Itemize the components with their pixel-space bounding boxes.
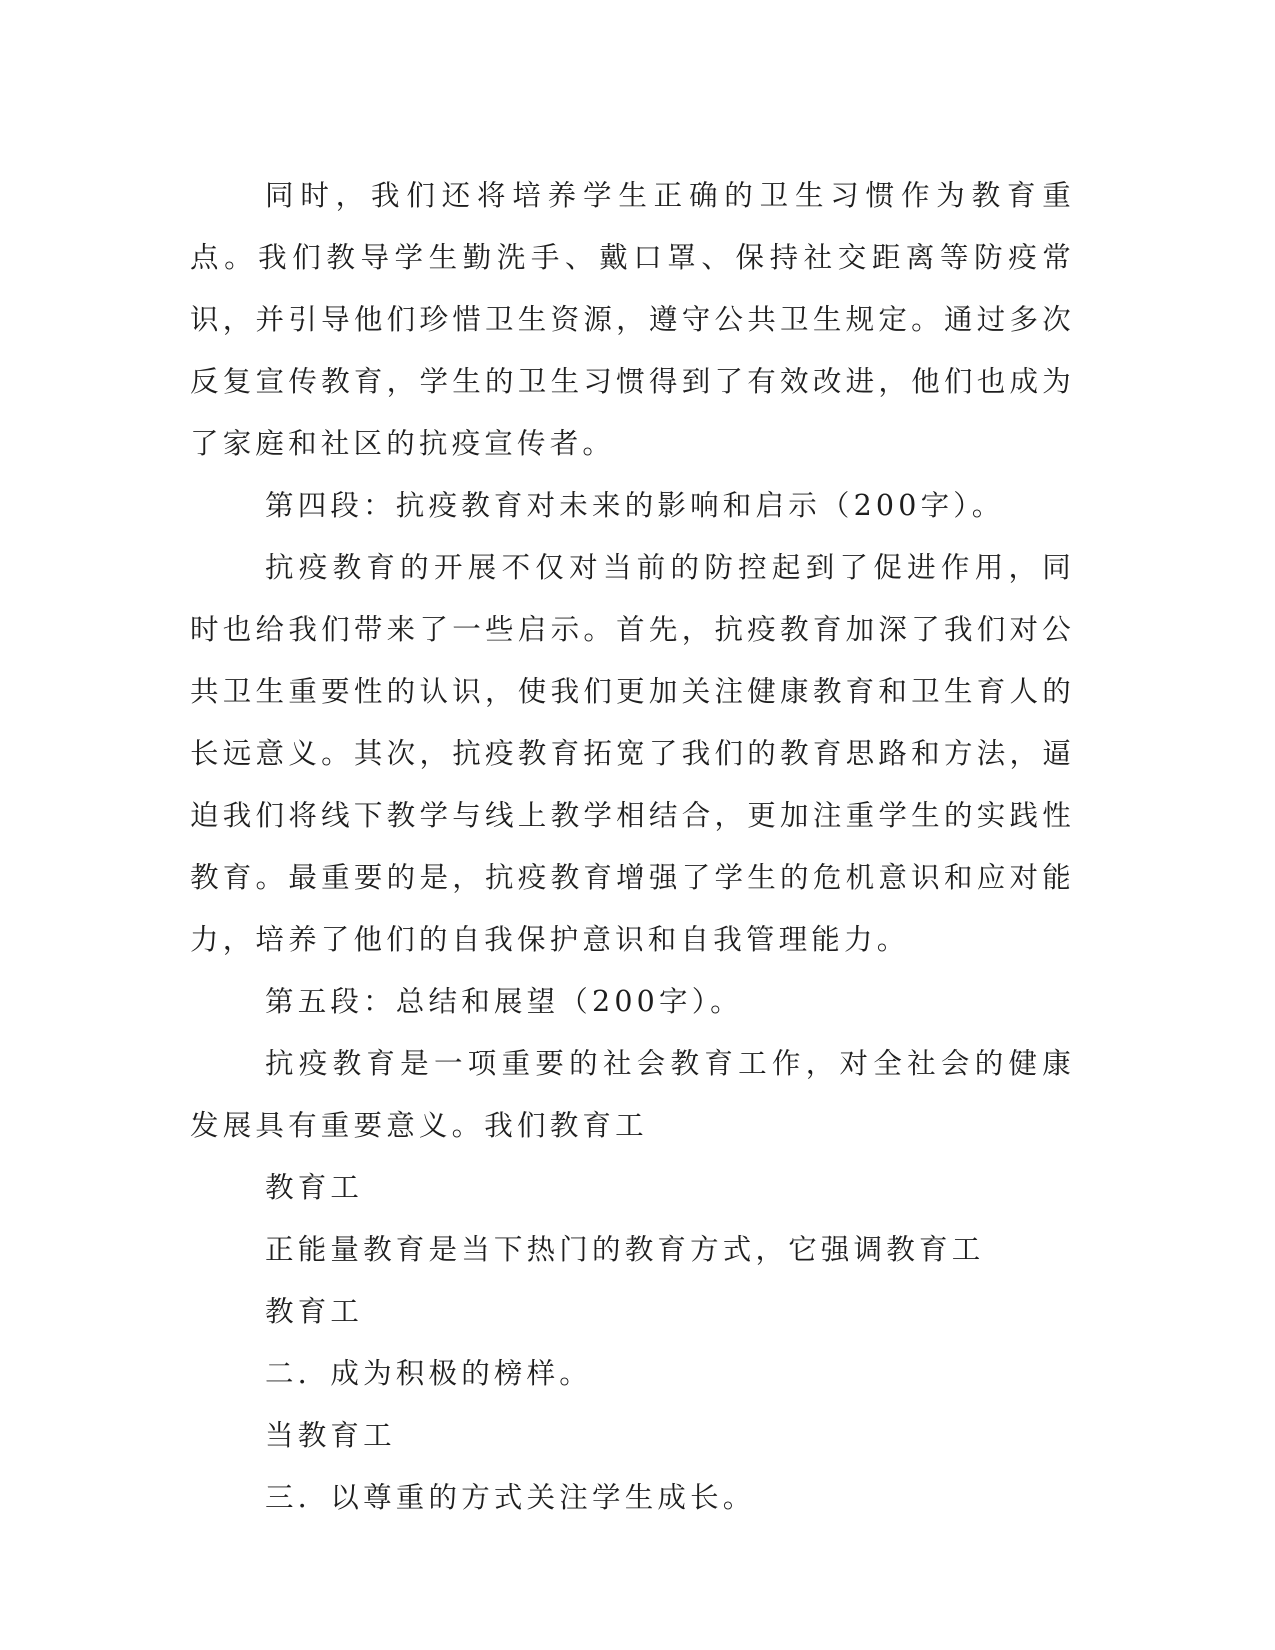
- paragraph-fragment: 当教育工: [265, 1419, 396, 1452]
- heading-section-four: 第四段：抗疫教育对未来的影响和启示（200字）。: [265, 489, 1005, 522]
- paragraph-positive-energy: 正能量教育是当下热门的教育方式，它强调教育工: [265, 1233, 985, 1266]
- paragraph-hygiene-habits: 同时，我们还将培养学生正确的卫生习惯作为教育重点。我们教导学生勤洗手、戴口罩、保持社交距离等防疫常识，并引导他们珍惜卫生资源，遵守公共卫生规定。通过多次反复宣传教育，学生的卫生习惯得到了有效改进，他们也成为了家庭和社区的抗疫宣传者。: [190, 179, 1075, 460]
- list-item-respect-growth: 三．以尊重的方式关注学生成长。: [265, 1481, 756, 1514]
- paragraph-impact-and-insights: 抗疫教育的开展不仅对当前的防控起到了促进作用，同时也给我们带来了一些启示。首先，抗疫教育加深了我们对公共卫生重要性的认识，使我们更加关注健康教育和卫生育人的长远意义。其次，抗疫教育拓宽了我们的教育思路和方法，逼迫我们将线下教学与线上教学相结合，更加注重学生的实践性教育。最重要的是，抗疫教育增强了学生的危机意识和应对能力，培养了他们的自我保护意识和自我管理能力。: [190, 551, 1075, 956]
- paragraph-summary: 抗疫教育是一项重要的社会教育工作，对全社会的健康发展具有重要意义。我们教育工: [190, 1047, 1075, 1142]
- paragraph-fragment: 教育工: [265, 1295, 364, 1328]
- heading-section-five: 第五段：总结和展望（200字）。: [265, 985, 743, 1018]
- document-body: [190, 165, 1075, 1529]
- list-item-role-model: 二．成为积极的榜样。: [265, 1357, 593, 1390]
- paragraph-fragment: 教育工: [265, 1171, 364, 1204]
